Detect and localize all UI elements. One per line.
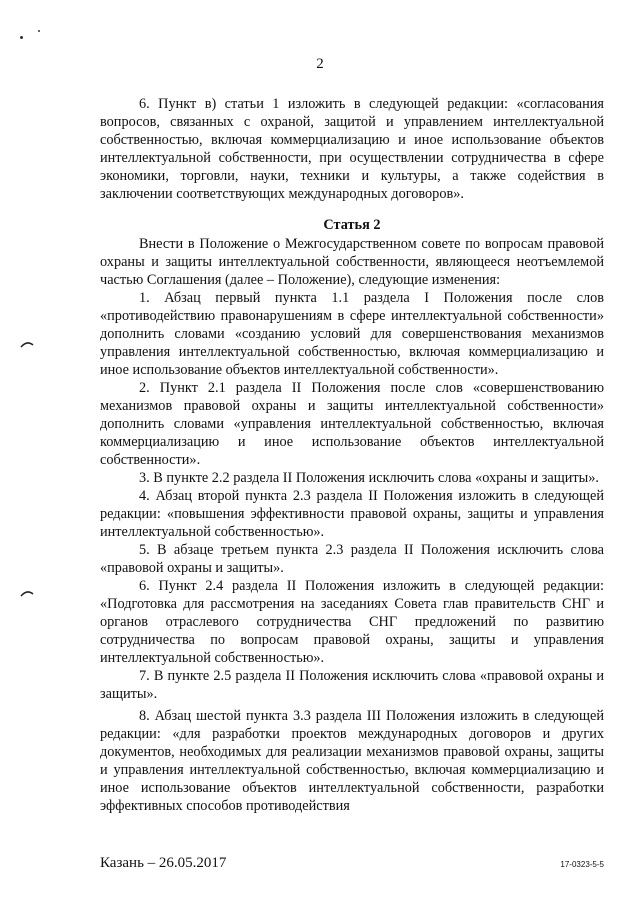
hole-punch-mark: [20, 589, 34, 597]
article-heading: Статья 2: [323, 217, 381, 233]
scan-speck: [38, 30, 40, 32]
footer-doc-code: 17-0323-5-5: [560, 860, 604, 869]
amendment-item-4: 4. Абзац второй пункта 2.3 раздела II Положения изложить в следующей редакции: «повышения эффективности правовой охраны, защиты и управления интеллектуальной собственностью».: [100, 488, 604, 540]
amendment-item-1: 1. Абзац первый пункта 1.1 раздела I Положения после слов «противодействию правонарушениям в сфере интеллектуальной собственности» дополнить словами «созданию условий для совершенствования механизмов управления интеллектуальной собственностью, включая коммерциализацию и иное использование объектов интеллектуальной собственности».: [100, 290, 604, 378]
amendment-item-6: 6. Пункт 2.4 раздела II Положения изложить в следующей редакции: «Подготовка для рассмотрения на заседаниях Совета глав правительств СНГ и органов отраслевого сотрудничества СНГ предложений по развитию сотрудничества по вопросам правовой охраны, защиты и управления интеллектуальной собственностью».: [100, 578, 604, 666]
amendment-item-5: 5. В абзаце третьем пункта 2.3 раздела II Положения исключить слова «правовой охраны и защиты».: [100, 542, 604, 576]
amendment-item-2: 2. Пункт 2.1 раздела II Положения после слов «совершенствованию механизмов правовой охраны и защиты интеллектуальной собственности» дополнить словами «управления интеллектуальной собственностью, включая коммерциализацию и иное использование объектов интеллектуальной собственности».: [100, 380, 604, 468]
amendment-item-7: 7. В пункте 2.5 раздела II Положения исключить слова «правовой охраны и защиты».: [100, 668, 604, 702]
page-number: 2: [316, 56, 324, 72]
scan-speck: [20, 36, 23, 39]
footer-place-date: Казань – 26.05.2017: [100, 855, 227, 871]
amendment-item-3: 3. В пункте 2.2 раздела II Положения исключить слова «охраны и защиты».: [139, 470, 599, 486]
paragraph-item-6: 6. Пункт в) статьи 1 изложить в следующей редакции: «согласования вопросов, связанных с охраной, защитой и управлением интеллектуальной собственностью, включая коммерциализацию и иное использование объектов интеллектуальной собственности, при осуществлении сотрудничества в сфере экономики, торговли, науки, техники и культуры, а также содействия в заключении соответствующих международных договоров».: [100, 96, 604, 202]
amendment-item-8: 8. Абзац шестой пункта 3.3 раздела III Положения изложить в следующей редакции: «для разработки проектов международных договоров и других документов, необходимых для реализации механизмов правовой охраны, защиты и управления интеллектуальной собственностью, включая коммерциализацию и иное использование объектов интеллектуальной собственности, разработки эффективных способов противодействия: [100, 708, 604, 814]
hole-punch-mark: [20, 340, 34, 348]
document-body: [100, 95, 604, 815]
article-intro: Внести в Положение о Межгосударственном совете по вопросам правовой охраны и защиты интеллектуальной собственности, являющееся неотъемлемой частью Соглашения (далее – Положение), следующие изменения:: [100, 236, 604, 288]
